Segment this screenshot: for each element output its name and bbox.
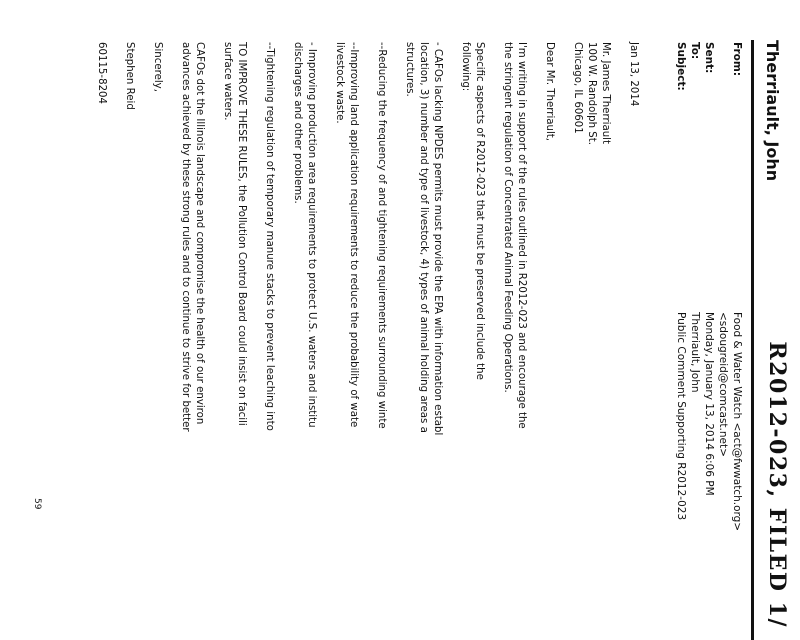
body-line: discharges and other problems. (292, 42, 303, 204)
address-line: Chicago, IL 60601 (572, 42, 583, 134)
body-line: - CAFOs lacking NPDES permits must provide the EPA with information establ (432, 42, 443, 436)
body-line: Specific aspects of R2012-023 that must be preserved include the (474, 42, 485, 380)
signer-zip: 60115-8204 (96, 42, 107, 105)
body-line: location, 3) number and type of livestock, 4) types of animal holding areas a (418, 42, 429, 433)
body-line: following: (460, 42, 471, 92)
address-line: 100 W. Randolph St. (586, 42, 597, 146)
to-label: To: (689, 42, 701, 60)
sender-heading: Therriault, John (763, 40, 782, 182)
letter-date: Jan 13, 2014 (628, 42, 639, 107)
page-number: 59 (32, 498, 42, 510)
filing-stamp-header: R2012-023, FILED 1/ (764, 341, 790, 628)
body-line: livestock waste. (334, 42, 345, 124)
body-line: advances achieved by these strong rules and to continue to strive for better (180, 42, 191, 432)
body-line: - Improving production area requirements to protect U.S. waters and institu (306, 42, 317, 428)
body-line: surface waters. (222, 42, 233, 121)
salutation: Dear Mr. Therriault, (544, 42, 555, 142)
from-value: Food & Water Watch <act@fwwatch.org> (731, 312, 743, 532)
subject-label: Subject: (675, 42, 687, 91)
sent-label: Sent: (703, 42, 715, 74)
from-label: From: (731, 42, 743, 77)
to-value: Therriault, John (689, 312, 701, 393)
subject-value: Public Comment Supporting R2012-023 (675, 312, 687, 521)
closing: Sincerely, (152, 42, 163, 92)
body-line: structures. (404, 42, 415, 97)
body-line: --Improving land application requirements to reduce the probability of wate (348, 42, 359, 428)
header-rule (751, 40, 754, 640)
body-line: CAFOs dot the Illinois landscape and compromise the health of our environ (194, 42, 205, 425)
body-line: --Tightening regulation of temporary manure stacks to prevent leaching into (264, 42, 275, 431)
body-line: TO IMPROVE THESE RULES, the Pollution Control Board could insist on facili (236, 42, 247, 426)
body-line: the stringent regulation of Concentrated Animal Feeding Operations. (502, 42, 513, 393)
from-value-cont: <sdougreid@comcast.net> (717, 312, 729, 457)
signer-name: Stephen Reid (124, 42, 135, 110)
address-line: Mr. James Therriault (600, 42, 611, 145)
sent-value: Monday, January 13, 2014 6:06 PM (703, 312, 715, 496)
body-line: I'm writing in support of the rules outlined in R2012-023 and encourage the (516, 42, 527, 429)
body-line: --Reducing the frequency of and tightening requirements surrounding winte (376, 42, 387, 429)
